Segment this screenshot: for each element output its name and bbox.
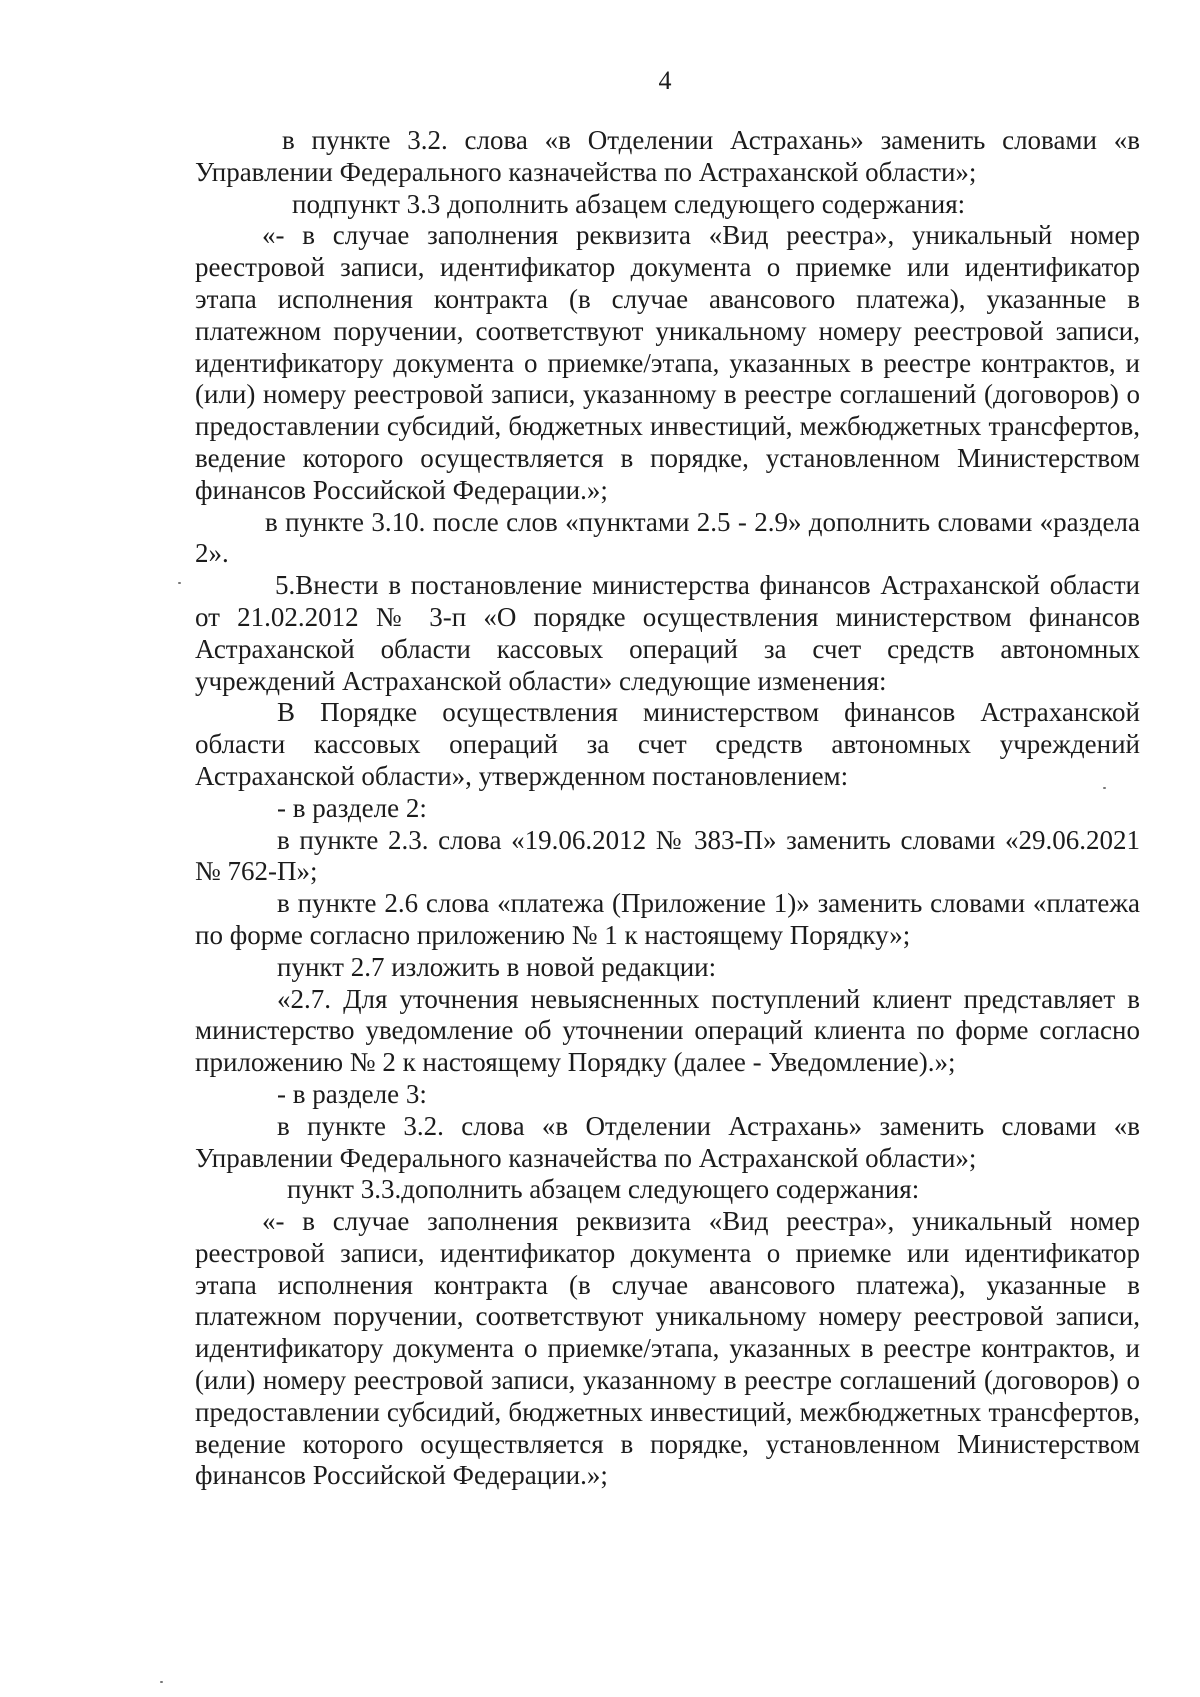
paragraph-section-3-clause-3-3-intro: пункт 3.3.дополнить абзацем следующего содержания: [287,1174,920,1205]
paragraph-clause-2-6-replacement: в пункте 2.6 слова «платежа (Приложение 1)» заменить словами «платежа по форме согласно приложению № 1 к настоящему Порядку»; [195,888,1140,950]
document-body [195,125,1140,1492]
paragraph-clause-3-2-replacement: в пункте 3.2. слова «в Отделении Астрахань» заменить словами «в Управлении Федерального казначейства по Астраханской области»; [195,125,1140,187]
paragraph-section-3-registry-text: «- в случае заполнения реквизита «Вид реестра», уникальный номер реестровой записи, идентификатор документа о приемке или идентификатор этапа исполнения контракта (в случае авансового платежа), указанные в платежном поручении, соответствуют уникальному номеру реестровой записи, идентификатору документа о приемке/этапа, указанных в реестре контрактов, и (или) номеру реестровой записи, указанному в реестре соглашений (договоров) о предоставлении субсидий, бюджетных инвестиций, межбюджетных трансфертов, ведение которого осуществляется в порядке, установленном Министерством финансов Российской Федерации.»; [195,1206,1140,1491]
scan-speck [160,1681,163,1683]
paragraph-clause-2-3-replacement: в пункте 2.3. слова «19.06.2012 № 383-П» заменить словами «29.06.2021 № 762-П»; [195,824,1140,887]
scan-speck [178,582,181,584]
paragraph-section-2-heading: - в разделе 2: [277,792,427,823]
paragraph-section-3-clause-3-2: в пункте 3.2. слова «в Отделении Астрахань» заменить словами «в Управлении Федерального казначейства по Астраханской области»; [195,1110,1140,1173]
page-number: 4 [658,66,672,95]
paragraph-clause-3-10-addition: в пункте 3.10. после слов «пунктами 2.5 - 2.9» дополнить словами «раздела 2». [195,506,1140,569]
paragraph-subclause-3-3-intro: подпункт 3.3 дополнить абзацем следующего содержания: [292,188,966,219]
paragraph-clause-2-7-intro: пункт 2.7 изложить в новой редакции: [277,951,717,982]
paragraph-registry-requisite-text: «- в случае заполнения реквизита «Вид реестра», уникальный номер реестровой записи, идентификатор документа о приемке или идентификатор этапа исполнения контракта (в случае авансового платежа), указанные в платежном поручении, соответствуют уникальному номеру реестровой записи, идентификатору документа о приемке/этапа, указанных в реестре контрактов, и (или) номеру реестровой записи, указанному в реестре соглашений (договоров) о предоставлении субсидий, бюджетных инвестиций, межбюджетных трансфертов, ведение которого осуществляется в порядке, установленном Министерством финансов Российской Федерации.»; [195,220,1140,505]
paragraph-section-3-heading: - в разделе 3: [277,1078,427,1109]
paragraph-clause-2-7-new-text: «2.7. Для уточнения невыясненных поступлений клиент представляет в министерство уведомление об уточнении операций клиента по форме согласно приложению № 2 к настоящему Порядку (далее - Уведомление).»; [195,983,1140,1078]
scan-speck [1103,787,1106,789]
paragraph-procedure-intro: В Порядке осуществления министерством финансов Астраханской области кассовых операций за счет средств автономных учреждений Астраханской области», утвержденном постановлением: [195,697,1140,791]
paragraph-item-5-amendment: 5.Внести в постановление министерства финансов Астраханской области от 21.02.2012 № 3-п «О порядке осуществления министерством финансов Астраханской области кассовых операций за счет средств автономных учреждений Астраханской области» следующие изменения: [195,570,1140,696]
